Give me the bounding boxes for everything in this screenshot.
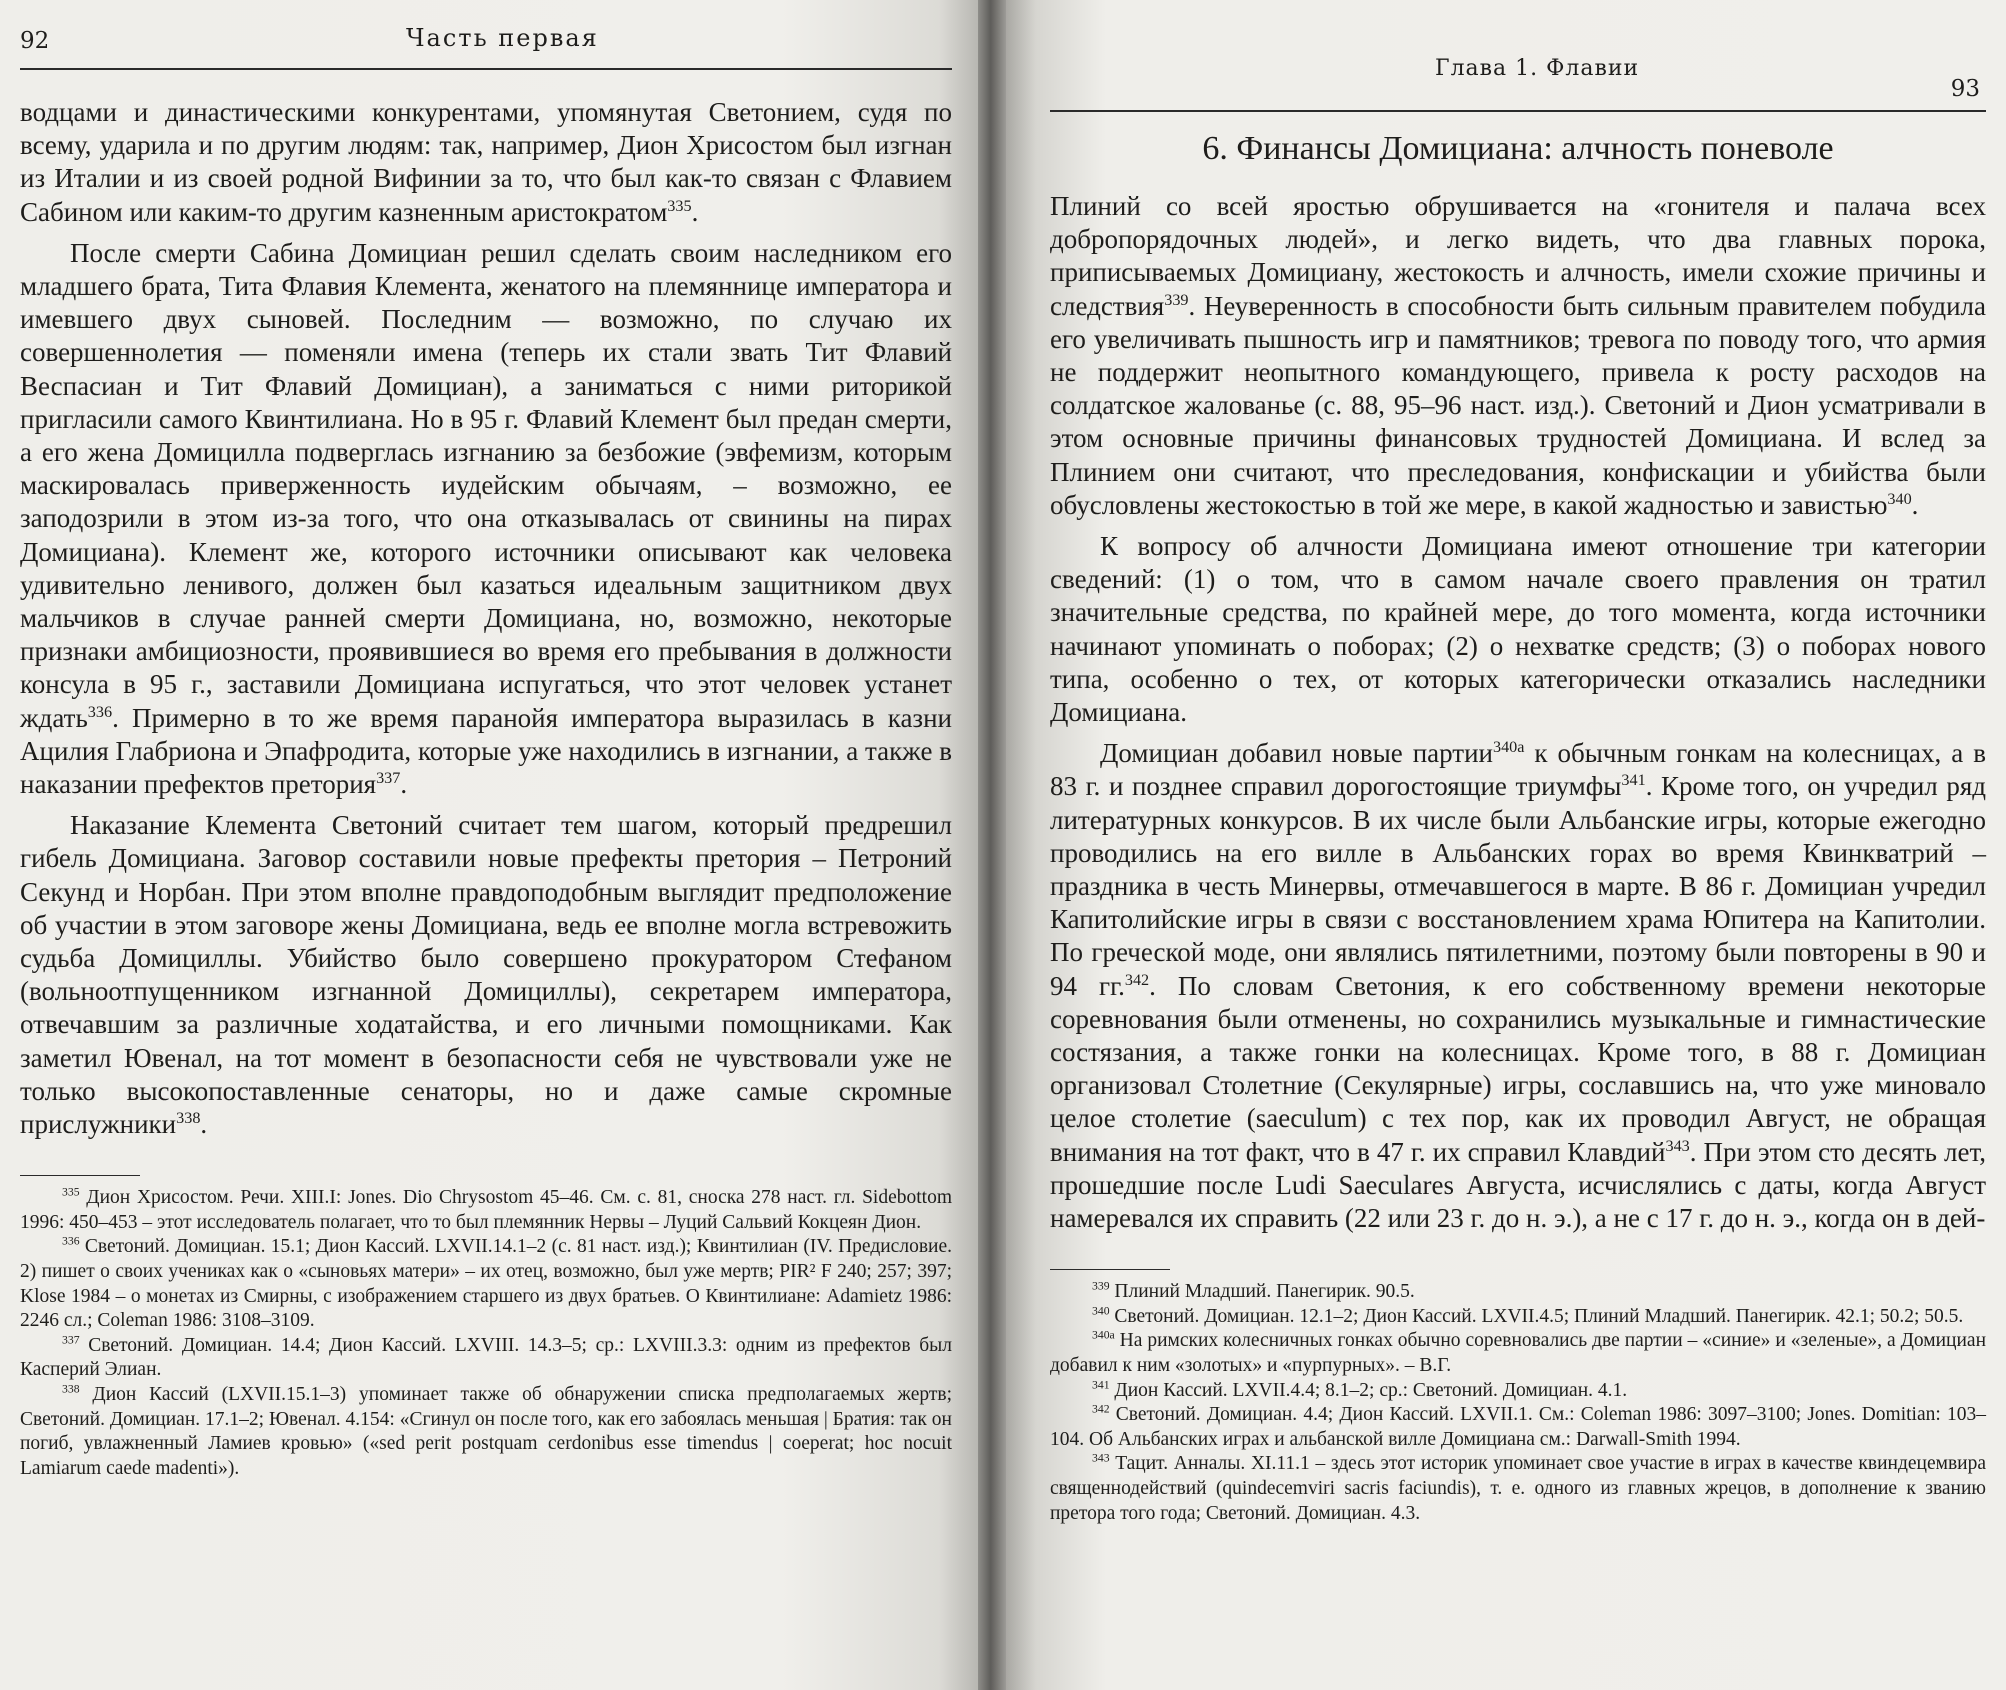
footnote: $^{337}$ Светоний. Домициан. 14.4; Дион Кассий. LXVIII. 14.3–5; ср.: LXVIII.3.3: одним из префектов был Касперий Элиан.	[20, 1333, 952, 1381]
footnote: $^{340a}$ На римских колесничных гонках обычно соревновались две партии – «синие» и «зеленые», а Домициан добавил к ним «золотых» и «пурпурных». – В.Г.	[1050, 1328, 1987, 1377]
paragraph: водцами и династическими конкурентами, упомянутая Светонием, судя по всему, ударила и по другим людям: так, например, Дион Хрисостом был изгнан из Италии и из своей родной Вифинии за то, что был как-то связан с Флавием Сабином или каким-то другим казненным аристократом$^{335}$.	[20, 97, 952, 227]
paragraph: Плиний со всей яростью обрушивается на «гонителя и палача всех добропорядочных людей», и легко видеть, что два главных порока, приписываемых Домициану, жестокость и алчность, имели схожие причины и следствия$^{339}$. Неуверенность в способности быть сильным правителем побудила его увеличивать пышность игр и памятников; тревога по поводу того, что армия не поддержит неопытного командующего, привела к росту расходов на солдатское жалованье (с. 88, 95–96 наст. изд.). Светоний и Дион усматривали в этом основные причины финансовых трудностей Домициана. И вслед за Плинием они считают, что преследования, конфискации и убийства были обусловлены жестокостью в той же мере, в какой жадностью и завистью$^{340}$.	[1050, 191, 1986, 520]
right-running-title: Глава 1. Флавии	[1435, 56, 1640, 81]
footnote: $^{342}$ Светоний. Домициан. 4.4; Дион Кассий. LXVII.1. См.: Coleman 1986: 3097–3100; Jones. Domitian: 103–104. Об Альбанских играх и альбанской вилле Домициана см.: Darwall-Smith 1994.	[1050, 1402, 1986, 1450]
right-footnotes	[1050, 1280, 1986, 1526]
paragraph: К вопросу об алчности Домициана имеют отношение три категории сведений: (1) о том, что в самом начале своего правления он тратил значительные средства, по крайней мере, до того момента, когда источники начинают упоминать о поборах; (2) о нехватке средств; (3) о поборах нового типа, особенно о тех, от которых категорически отказались наследники Домициана.	[1050, 531, 1986, 728]
footnote: $^{338}$ Дион Кассий (LXVII.15.1–3) упоминает также об обнаружении списка предполагаемых жертв; Светоний. Домициан. 17.1–2; Ювенал. 4.154: «Сгинул он после того, как его забоялась меньшая | Братия: так он погиб, увлажненный Ламиев кровью» («sed perit postquam cerdonibus esse timendus | coeperat; hoc nocuit Lamiarum caede madenti»).	[20, 1382, 952, 1479]
section-title: 6. Финансы Домициана: алчность поневоле	[1202, 130, 1834, 167]
footnote-rule	[20, 1175, 140, 1176]
footnote: $^{340}$ Светоний. Домициан. 12.1–2; Дион Кассий. LXVII.4.5; Плиний Младший. Панегирик. 42.1; 50.2; 50.5.	[1092, 1304, 1964, 1327]
footnote-ref: 340	[1887, 489, 1912, 508]
footnote-ref: 343	[1665, 1136, 1690, 1155]
footnote-ref: 339	[1164, 290, 1189, 309]
footnote-ref: 337	[376, 769, 401, 788]
footnote: $^{341}$ Дион Кассий. LXVII.4.4; 8.1–2; ср.: Светоний. Домициан. 4.1.	[1092, 1378, 1628, 1401]
left-body-text	[20, 96, 952, 1141]
footnote-ref: 338	[176, 1109, 201, 1128]
footnote: $^{335}$ Дион Хрисостом. Речи. XIII.I: Jones. Dio Chrysostom 45–46. См. с. 81, сноска 278 наст. гл. Sidebottom 1996: 450–453 – этот исследователь полагает, что то был племянник Нервы – Луций Сальвий Кокцеян Дион.	[20, 1185, 952, 1233]
header-rule	[1050, 110, 1986, 112]
footnote-ref: 340a	[1492, 738, 1525, 757]
footnote-ref: 341	[1621, 771, 1646, 790]
right-body-text	[1050, 190, 1986, 1235]
footnote: $^{343}$ Тацит. Анналы. XI.11.1 – здесь этот историк упоминает свое участие в играх в качестве квиндецемвира священнодействий (quindecemviri sacris faciundis), т. е. одного из главных жрецов, в дополнение к званию претора того года; Светоний. Домициан. 4.3.	[1050, 1451, 1987, 1524]
right-running-header	[1050, 0, 1986, 122]
paragraph: После смерти Сабина Домициан решил сделать своим наследником его младшего брата, Тита Флавия Клемента, женатого на племяннице императора и имевшего двух сыновей. Последним — возможно, по случаю их совершеннолетия — поменяли имена (теперь их стали звать Тит Флавий Веспасиан и Тит Флавий Домициан), а заниматься с ними риторикой пригласили самого Квинтилиана. Но в 95 г. Флавий Клемент был предан смерти, а его жена Домицилла подверглась изгнанию за безбожие (эвфемизм, которым маскировалась приверженность иудейским обычаям, – возможно, ее заподозрили в этом из-за того, что она отказывалась от свинины на пирах Домициана). Клемент же, которого источники описывают как человека удивительно ленивого, должен был казаться идеальным защитником двух мальчиков в случае ранней смерти Домициана, но, возможно, некоторые признаки амбициозности, проявившиеся во время его пребывания в должности консула в 95 г., заставили Домициана испугаться, что этот человек устанет ждать$^{336}$. Примерно в то же время паранойя императора выразилась в казни Ацилия Глабриона и Эпафродита, которые уже находились в изгнании, а также в наказании префектов претория$^{337}$.	[20, 237, 952, 800]
book-gutter	[978, 0, 1006, 1690]
footnote-rule	[1050, 1269, 1170, 1270]
right-page-number: 93	[1950, 76, 1980, 102]
footnote-ref: 336	[87, 702, 113, 721]
left-page	[0, 0, 978, 1690]
footnote-ref: 335	[667, 196, 692, 215]
left-running-header	[20, 0, 952, 96]
header-rule	[20, 68, 952, 70]
paragraph: Домициан добавил новые партии$^{340a}$ к обычным гонкам на колесницах, а в 83 г. и позднее справил дорогостоящие триумфы$^{341}$. Кроме того, он учредил ряд литературных конкурсов. В их числе были Альбанские игры, которые ежегодно проводились на его вилле в Альбанских горах во время Квинкватрий – праздника в честь Минервы, отмечавшегося в марте. В 86 г. Домициан учредил Капитолийские игры в связи с восстановлением храма Юпитера на Капитолии. По греческой моде, они являлись пятилетними, поэтому были повторены в 90 и 94 гг.$^{342}$. По словам Светония, к его собственному времени некоторые соревнования были отменены, но сохранились музыкальные и гимнастические состязания, а также гонки на колесницах. Кроме того, в 88 г. Домициан организовал Столетние (Секулярные) игры, сославшись на, что уже миновало целое столетие (saeculum) с тех пор, как их проводил Август, не обращая внимания на тот факт, что в 47 г. их справил Клавдий$^{343}$. При этом сто десять лет, прошедшие после Ludi Saeculares Августа, исчислялись с даты, когда Август намеревался их справить (22 или 23 г. до н. э.), а не с 17 г. до н. э., когда он в дей-	[1050, 738, 1986, 1234]
left-footnotes	[20, 1186, 952, 1481]
left-running-title: Часть первая	[406, 24, 599, 52]
left-page-number: 92	[20, 28, 50, 54]
paragraph: Наказание Клемента Светоний считает тем шагом, который предрешил гибель Домициана. Заговор составили новые префекты претория – Петроний Секунд и Норбан. При этом вполне правдоподобным выглядит предположение об участии в этом заговоре жены Домициана, ведь ее вполне могла встревожить судьба Домициллы. Убийство было совершено прокуратором Стефаном (вольноотпущенником изгнанной Домициллы), секретарем императора, отвечавшим за различные ходатайства, и его личными помощниками. Как заметил Ювенал, на тот момент в безопасности себя не чувствовали уже не только высокопоставленные сенаторы, но и даже самые скромные прислужники$^{338}$.	[20, 810, 952, 1140]
footnote: $^{336}$ Светоний. Домициан. 15.1; Дион Кассий. LXVII.14.1–2 (с. 81 наст. изд.); Квинтилиан (IV. Предисловие. 2) пишет о своих учениках как о «сыновьях матери» – их отец, возможно, был уже мертв; PIR² F 240; 257; 397; Klose 1984 – о монетах из Смирны, с изображением старшего из двух братьев. О Квинтилиане: Adamietz 1986: 2246 сл.; Coleman 1986: 3108–3109.	[20, 1234, 952, 1332]
right-page	[1006, 0, 2006, 1690]
footnote: $^{339}$ Плиний Младший. Панегирик. 90.5.	[1092, 1279, 1415, 1303]
footnote-ref: 342	[1124, 970, 1150, 989]
